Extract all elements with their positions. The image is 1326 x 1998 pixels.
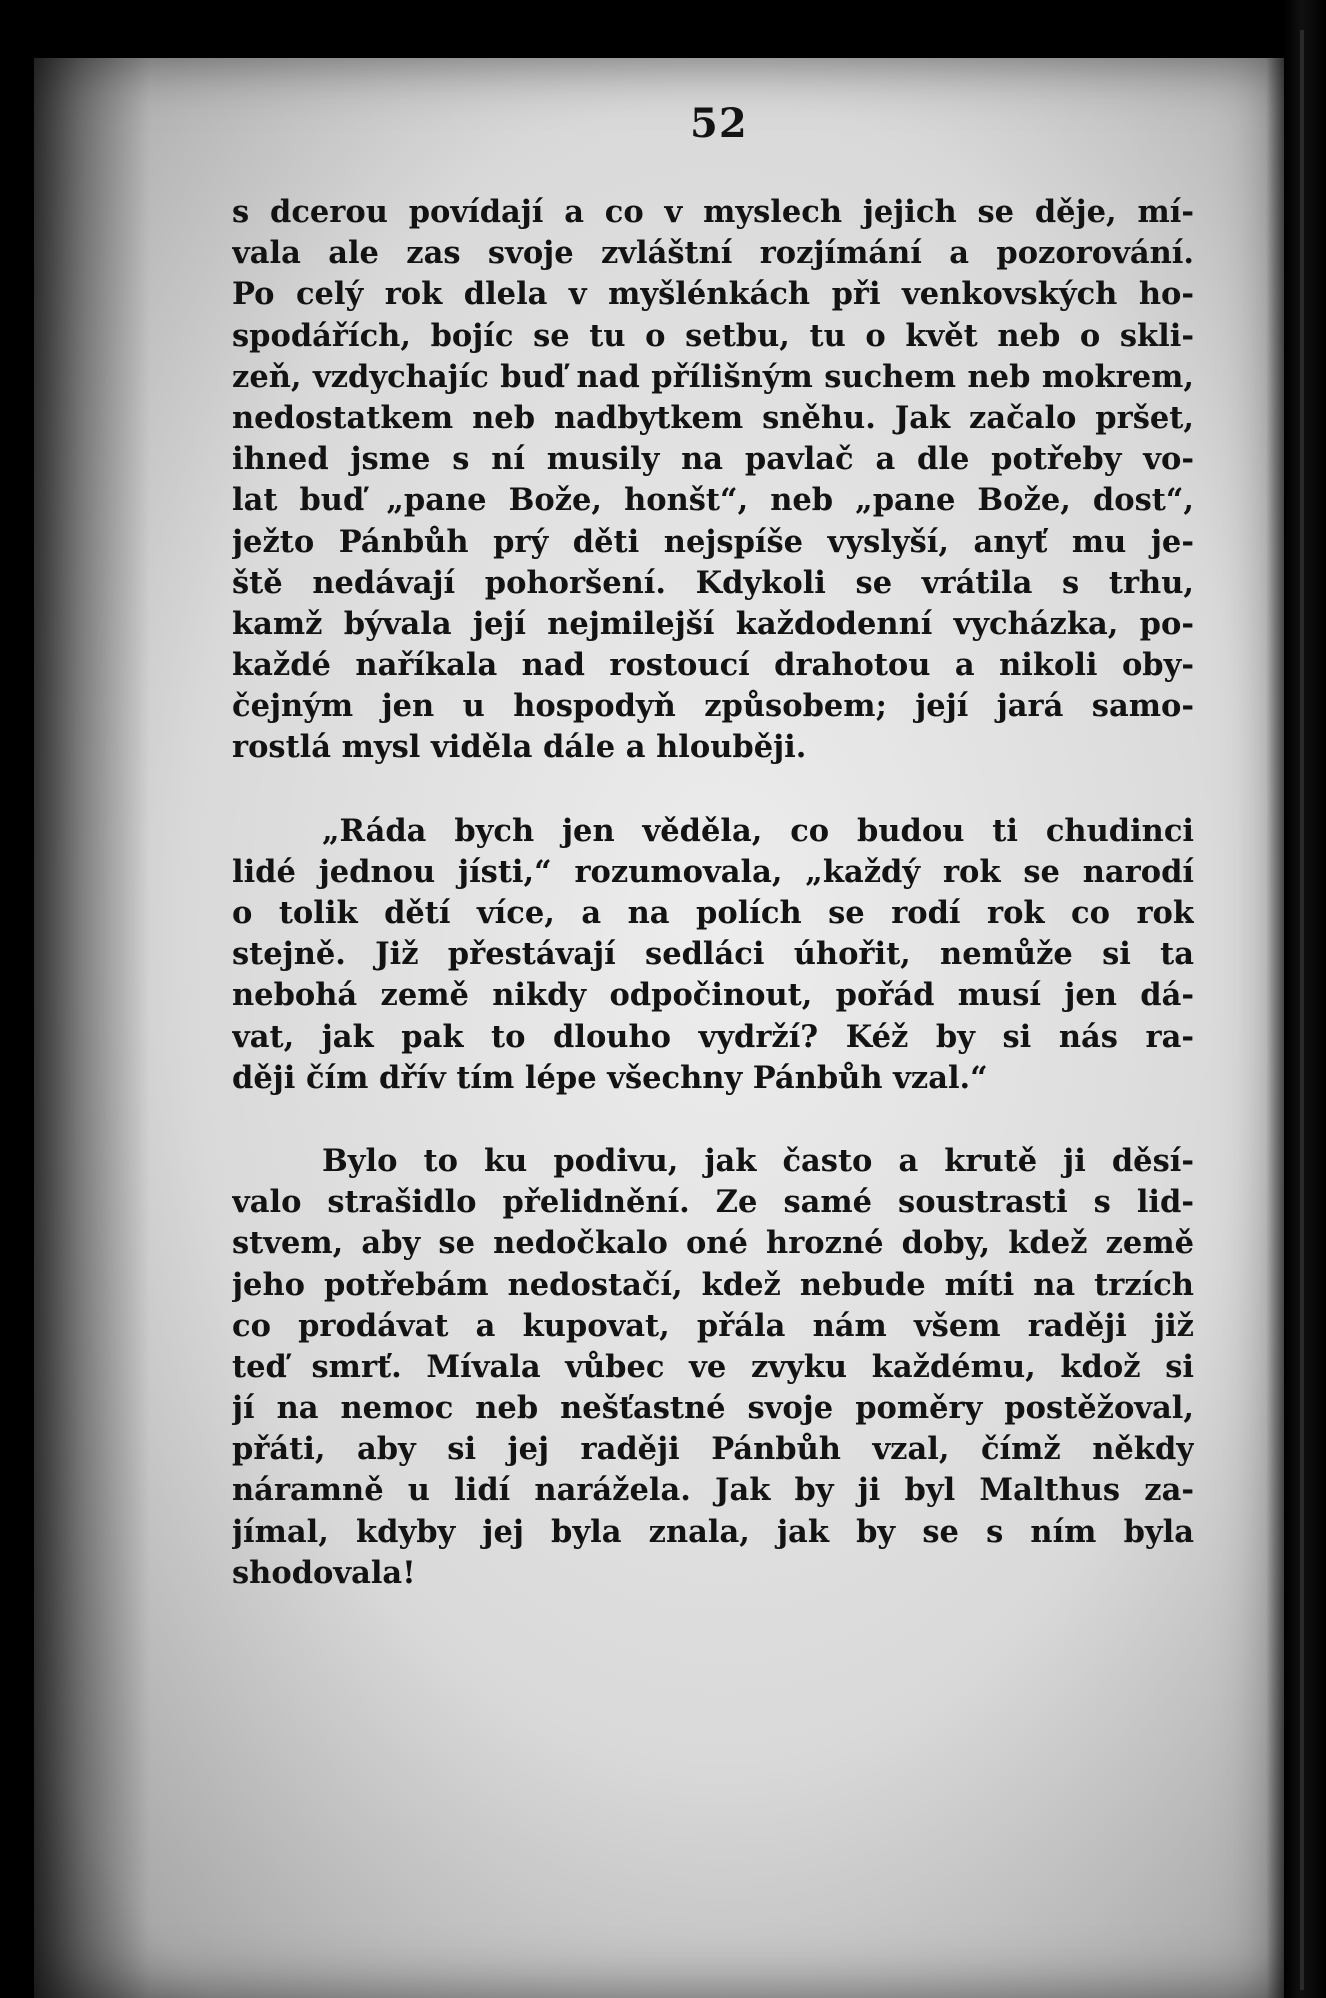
text-line: čejným jen u hospodyň způsobem; její jará samo- [232,688,1194,725]
paragraph-3 [232,1141,1194,1594]
text-line: každé naříkala nad rostoucí drahotou a nikoli oby- [232,647,1194,684]
text-line: Po celý rok dlela v myšlénkách při venkovských ho- [232,276,1194,313]
text-line: ště nedávají pohoršení. Kdykoli se vrátila s trhu, [232,564,1194,601]
paragraph-1 [232,192,1194,769]
text-line: o tolik dětí více, a na polích se rodí rok co rok [232,895,1194,931]
text-line: nebohá země nikdy odpočinout, pořád musí jen dá- [232,977,1194,1014]
text-line: teď smrť. Mívala vůbec ve zvyku každému, kdož si [232,1348,1194,1385]
page-number: 52 [690,100,748,147]
text-line: stejně. Již přestávají sedláci úhořit, nemůže si ta [232,936,1194,973]
text-line: lat buď „pane Bože, honšt“, neb „pane Bože, dost“, [232,482,1194,519]
text-line: spodářích, bojíc se tu o setbu, tu o květ neb o skli- [232,317,1194,354]
text-line: jí na nemoc neb nešťastné svoje poměry postěžoval, [232,1390,1194,1427]
left-shadow [0,0,150,1998]
paragraph-2 [232,811,1194,1099]
text-line: vala ale zas svoje zvláštní rozjímání a pozorování. [232,235,1194,272]
text-line: Bylo to ku podivu, jak často a krutě ji děsí- [322,1142,1194,1179]
text-line: valo strašidlo přelidnění. Ze samé soustrasti s lid- [232,1184,1194,1221]
text-line: kamž bývala její nejmilejší každodenní vycházka, po- [232,605,1194,642]
text-line: s dcerou povídají a co v myslech jejich se děje, mí- [232,194,1194,230]
text-line: ději čím dřív tím lépe všechny Pánbůh vzal.“ [232,1059,988,1096]
binding-line [1300,30,1304,1990]
text-line: nedostatkem neb nadbytkem sněhu. Jak začalo pršet, [232,399,1194,436]
text-line: vat, jak pak to dlouho vydrží? Kéž by si nás ra- [232,1018,1194,1055]
text-line: jímal, kdyby jej byla znala, jak by se s ním byla [232,1513,1194,1550]
text-line: jeho potřebám nedostačí, kdež nebude míti na trzích [232,1266,1194,1303]
body-text [232,192,1194,1594]
text-line: shodovala! [232,1554,416,1591]
text-line: přáti, aby si jej raději Pánbůh vzal, čímž někdy [232,1431,1194,1468]
paragraph-gap [232,1099,1194,1141]
text-line: ihned jsme s ní musily na pavlač a dle potřeby vo- [232,441,1194,478]
text-line: stvem, aby se nedočkalo oné hrozné doby, kdež země [232,1225,1194,1262]
text-line: rostlá mysl viděla dále a hlouběji. [232,729,807,766]
text-line: ježto Pánbůh prý děti nejspíše vyslyší, anyť mu je- [232,523,1194,560]
right-binding-edge [1266,0,1326,1998]
text-line: „Ráda bych jen věděla, co budou ti chudinci [322,812,1194,849]
text-line: co prodávat a kupovat, přála nám všem raději již [232,1307,1194,1344]
text-line: lidé jednou jísti,“ rozumovala, „každý rok se narodí [232,853,1194,890]
text-line: zeň, vzdychajíc buď nad přílišným suchem neb mokrem, [232,358,1194,395]
text-line: náramně u lidí narážela. Jak by ji byl Malthus za- [232,1472,1194,1509]
paragraph-gap [232,769,1194,811]
